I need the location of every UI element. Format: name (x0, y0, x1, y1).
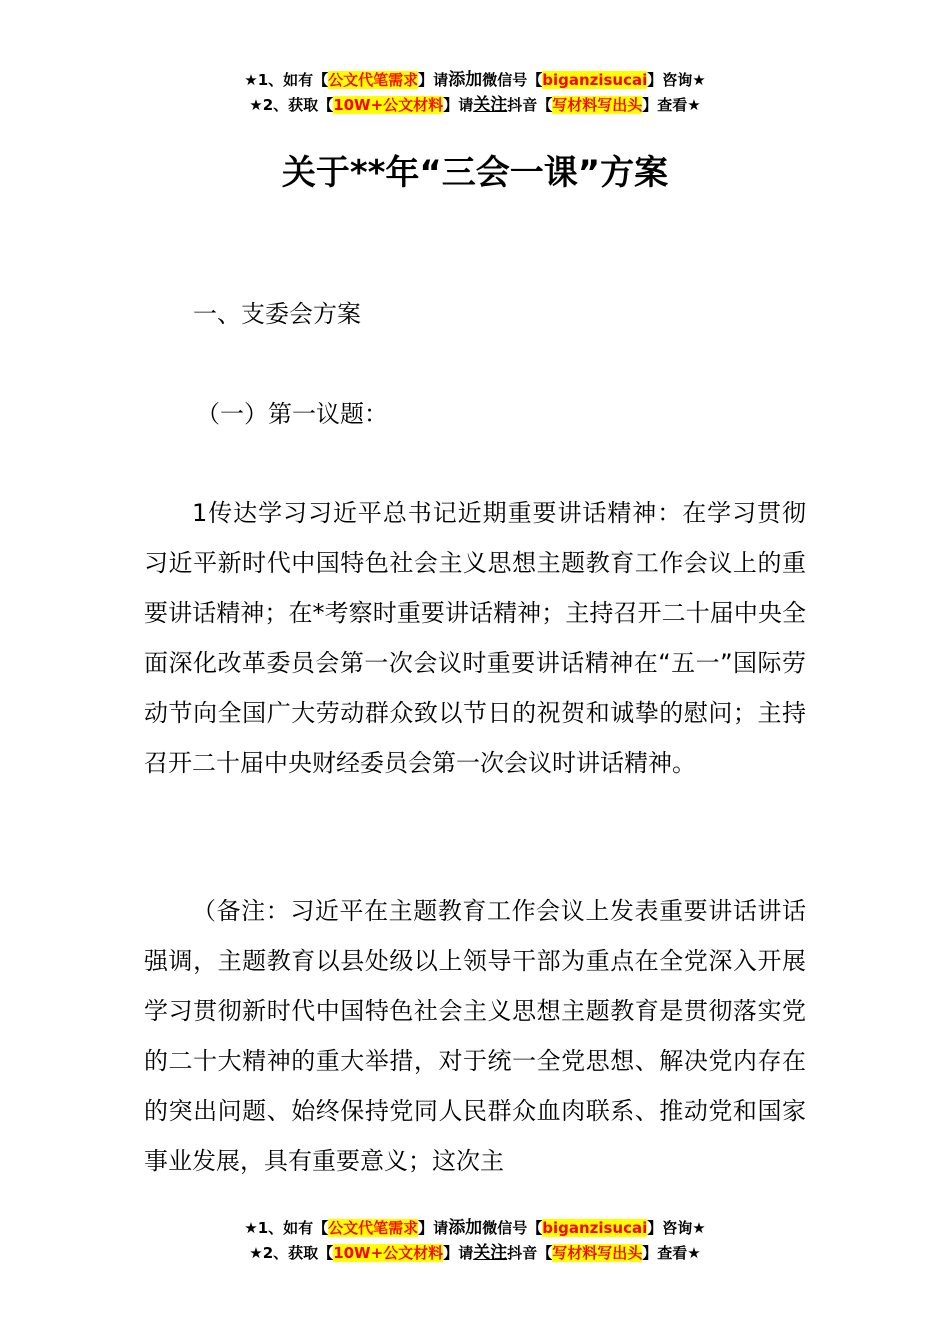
highlight-service: 公文代笔需求 (328, 71, 419, 89)
subsection-heading: （一）第一议题： (196, 400, 388, 428)
banner-emphasis: 添加 (448, 1218, 483, 1238)
highlight-douyin-id: 写材料写出头 (552, 96, 643, 114)
highlight-materials: 10W+公文材料 (333, 96, 444, 114)
banner-text: 】请 (418, 71, 449, 89)
top-banner (0, 68, 950, 118)
banner-text: ★2、获取【 (249, 1244, 334, 1262)
section-heading: 一、支委会方案 (193, 300, 361, 328)
banner-text: ★1、如有【 (244, 1219, 329, 1237)
banner-text: 】查看★ (642, 96, 701, 114)
banner-text: 】请 (443, 96, 474, 114)
document-title: 关于**年“三会一课”方案 (281, 153, 669, 193)
banner-text: ★1、如有【 (244, 71, 329, 89)
banner-line-2 (0, 93, 950, 118)
highlight-materials: 10W+公文材料 (333, 1244, 444, 1262)
paragraph-2: （备注：习近平在主题教育工作会议上发表重要讲话讲话强调，主题教育以县处级以上领导干部为重点在全党深入开展学习贯彻新时代中国特色社会主义思想主题教育是贯彻落实党的二十大精神的重大举措，对于统一全党思想、解决党内存在的突出问题、始终保持党同人民群众血肉联系、推动党和国家事业发展，具有重要意义；这次主 (144, 897, 806, 1175)
bottom-banner (0, 1216, 950, 1266)
highlight-douyin-id: 写材料写出头 (552, 1244, 643, 1262)
banner-emphasis: 关注 (473, 1243, 508, 1263)
banner-text: 抖音【 (507, 1244, 553, 1262)
banner-emphasis: 关注 (473, 95, 508, 115)
highlight-wechat-id: biganzisucai (542, 71, 648, 89)
highlight-wechat-id: biganzisucai (542, 1219, 648, 1237)
banner-text: 抖音【 (507, 96, 553, 114)
banner-text: 】查看★ (642, 1244, 701, 1262)
banner-text: 】请 (443, 1244, 474, 1262)
banner-line-2 (0, 1241, 950, 1266)
banner-text: 微信号【 (482, 1219, 543, 1237)
banner-text: 】咨询★ (647, 71, 706, 89)
paragraph-1: 1传达学习习近平总书记近期重要讲话精神：在学习贯彻习近平新时代中国特色社会主义思想主题教育工作会议上的重要讲话精神；在*考察时重要讲话精神；主持召开二十届中央全面深化改革委员会第一次会议时重要讲话精神在“五一”国际劳动节向全国广大劳动群众致以节日的祝贺和诚挚的慰问；主持召开二十届中央财经委员会第一次会议时讲话精神。 (144, 499, 806, 777)
banner-text: ★2、获取【 (249, 96, 334, 114)
banner-text: 】咨询★ (647, 1219, 706, 1237)
banner-text: 微信号【 (482, 71, 543, 89)
highlight-service: 公文代笔需求 (328, 1219, 419, 1237)
banner-text: 】请 (418, 1219, 449, 1237)
banner-line-1 (0, 1216, 950, 1241)
banner-emphasis: 添加 (448, 70, 483, 90)
banner-line-1 (0, 68, 950, 93)
